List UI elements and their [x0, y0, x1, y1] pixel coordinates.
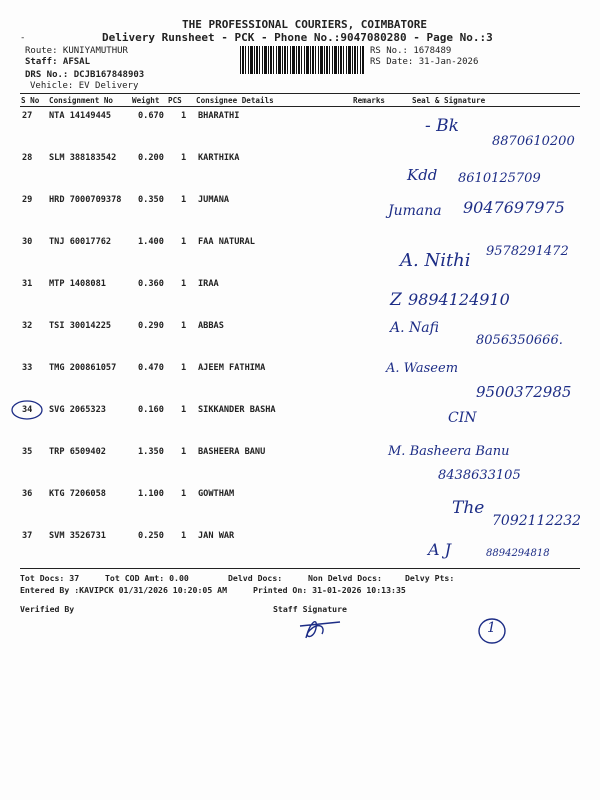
row-sno: 34 [22, 405, 33, 415]
delivered-docs: Delvd Docs: [228, 573, 283, 583]
rs-number: RS No.: 1678489 [370, 46, 452, 56]
row-sno: 30 [22, 237, 33, 247]
row-consignee: JUMANA [198, 195, 230, 205]
non-delivered-docs: Non Delvd Docs: [308, 573, 382, 583]
signature: CIN [448, 410, 477, 426]
signature-phone: 9047697975 [463, 198, 565, 217]
signature: A. Nithi [400, 250, 471, 271]
row-sno: 27 [22, 111, 33, 121]
row-weight: 0.250 [138, 531, 164, 541]
row-consignee: AJEEM FATHIMA [198, 363, 266, 373]
signature: The [452, 498, 485, 518]
printed-on: Printed On: 31-01-2026 10:13:35 [253, 585, 406, 595]
route-label: Route: KUNIYAMUTHUR [25, 46, 128, 56]
row-consignment: HRD 7000709378 [49, 195, 122, 205]
row-consignment: SLM 388183542 [49, 153, 117, 163]
signature-phone: 9578291472 [486, 244, 569, 259]
row-weight: 0.360 [138, 279, 164, 289]
row-consignment: TRP 6509402 [49, 447, 106, 457]
table-row [20, 405, 580, 419]
signature-phone: 7092112232 [492, 513, 582, 529]
row-pcs: 1 [181, 321, 187, 331]
row-weight: 0.200 [138, 153, 164, 163]
row-pcs: 1 [181, 363, 187, 373]
row-consignment: MTP 1408081 [49, 279, 106, 289]
col-pcs: PCS [168, 96, 182, 105]
row-weight: 0.290 [138, 321, 164, 331]
signature: Z [390, 290, 402, 310]
signature-phone: 8438633105 [438, 468, 521, 483]
row-weight: 0.470 [138, 363, 164, 373]
header-bottom-rule [20, 106, 580, 107]
row-weight: 0.350 [138, 195, 164, 205]
row-sno: 33 [22, 363, 33, 373]
row-pcs: 1 [181, 447, 187, 457]
signature-phone: 8894294818 [486, 548, 550, 559]
company-title: THE PROFESSIONAL COURIERS, COIMBATORE [182, 18, 428, 31]
signature-phone: 8610125709 [458, 171, 541, 186]
row-consignee: BHARATHI [198, 111, 240, 121]
col-consignee: Consignee Details [196, 96, 274, 105]
row-pcs: 1 [181, 195, 187, 205]
header-top-rule [20, 93, 580, 94]
total-cod: Tot COD Amt: 0.00 [105, 573, 189, 583]
row-pcs: 1 [181, 153, 187, 163]
row-consignment: TMG 200861057 [49, 363, 117, 373]
vehicle-label: Vehicle: EV Delivery [30, 81, 139, 91]
signature-phone: 9894124910 [408, 290, 510, 309]
signature-phone: 8870610200 [492, 134, 575, 149]
row-sno: 37 [22, 531, 33, 541]
total-docs: Tot Docs: 37 [20, 573, 80, 583]
staff-signature-icon [296, 612, 356, 646]
row-pcs: 1 [181, 279, 187, 289]
row-weight: 0.670 [138, 111, 164, 121]
page-mark: 1 [487, 620, 496, 636]
signature: - Bk [425, 116, 459, 136]
staff-signature-label: Staff Signature [273, 604, 347, 614]
col-seal: Seal & Signature [412, 96, 486, 105]
table-row [20, 111, 580, 125]
delivery-points: Delvy Pts: [405, 573, 455, 583]
row-sno: 31 [22, 279, 33, 289]
row-consignee: JAN WAR [198, 531, 235, 541]
row-consignee: IRAA [198, 279, 219, 289]
table-row [20, 489, 580, 503]
signature: A J [428, 540, 452, 559]
table-row [20, 531, 580, 545]
row-consignment: KTG 7206058 [49, 489, 106, 499]
table-row [20, 363, 580, 377]
row-sno: 35 [22, 447, 33, 457]
row-weight: 1.400 [138, 237, 164, 247]
circle-mark-icon [10, 398, 44, 422]
row-pcs: 1 [181, 237, 187, 247]
row-sno: 32 [22, 321, 33, 331]
row-pcs: 1 [181, 489, 187, 499]
row-consignment: TSI 30014225 [49, 321, 112, 331]
row-consignment: TNJ 60017762 [49, 237, 112, 247]
row-consignee: ABBAS [198, 321, 224, 331]
signature-phone: 8056350666. [476, 333, 563, 348]
verified-by: Verified By [20, 604, 75, 614]
row-consignee: FAA NATURAL [198, 237, 255, 247]
signature: M. Basheera Banu [388, 444, 510, 459]
barcode [240, 46, 364, 74]
drs-number: DRS No.: DCJB167848903 [25, 70, 145, 80]
row-consignment: NTA 14149445 [49, 111, 112, 121]
signature: Jumana [388, 203, 442, 219]
col-sno: S No [21, 96, 40, 105]
entered-by: Entered By :KAVIPCK 01/31/2026 10:20:05 AM [20, 585, 228, 595]
row-weight: 0.160 [138, 405, 164, 415]
runsheet-subtitle: Delivery Runsheet - PCK - Phone No.:9047080280 - Page No.:3 [102, 31, 493, 44]
col-consignment: Consignment No [49, 96, 114, 105]
row-consignee: KARTHIKA [198, 153, 240, 163]
col-weight: Weight [132, 96, 160, 105]
row-pcs: 1 [181, 531, 187, 541]
row-sno: 28 [22, 153, 33, 163]
row-consignee: BASHEERA BANU [198, 447, 266, 457]
footer-top-rule [20, 568, 580, 569]
row-pcs: 1 [181, 111, 187, 121]
row-weight: 1.100 [138, 489, 164, 499]
staff-label: Staff: AFSAL [25, 57, 91, 67]
row-consignment: SVG 2065323 [49, 405, 106, 415]
row-consignment: SVM 3526731 [49, 531, 106, 541]
signature: Kdd [407, 166, 438, 184]
signature-phone: 9500372985 [476, 383, 572, 401]
row-weight: 1.350 [138, 447, 164, 457]
row-consignee: GOWTHAM [198, 489, 235, 499]
rs-date: RS Date: 31-Jan-2026 [370, 57, 479, 67]
row-consignee: SIKKANDER BASHA [198, 405, 276, 415]
row-pcs: 1 [181, 405, 187, 415]
row-sno: 29 [22, 195, 33, 205]
row-sno: 36 [22, 489, 33, 499]
table-row [20, 153, 580, 167]
corner-mark: - [20, 33, 26, 43]
col-remarks: Remarks [353, 96, 386, 105]
signature: A. Nafi [390, 320, 439, 336]
signature: A. Waseem [386, 361, 459, 376]
